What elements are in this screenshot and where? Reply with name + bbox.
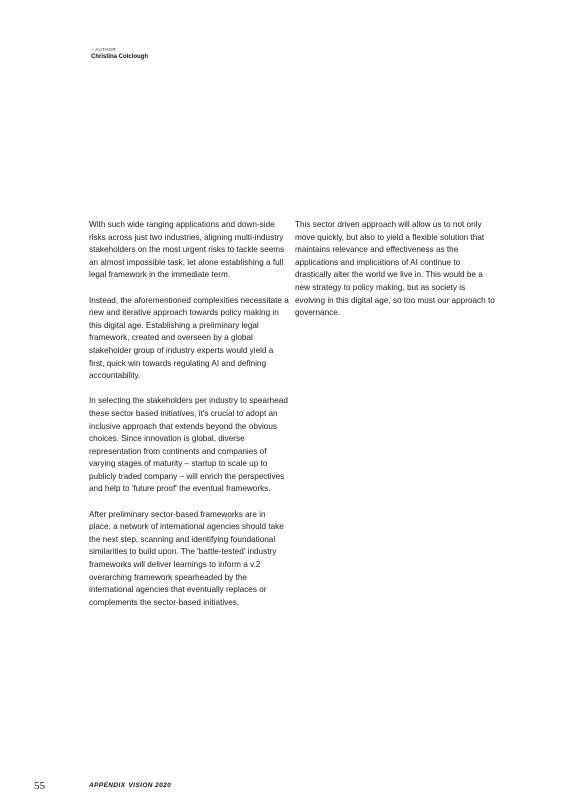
- running-head: [89, 782, 171, 789]
- left-text-column: [89, 219, 289, 622]
- author-name: Christina Colclough: [91, 54, 148, 60]
- publication-title: VISION 2020: [128, 782, 172, 789]
- page-footer: [0, 780, 574, 796]
- section-label: APPENDIX: [89, 782, 126, 789]
- paragraph: With such wide ranging applications and down-side risks across just two industries, aligning multi-industry stakeholders on the most urgent risks to tackle seems an almost impossible task, let alone establishing a full legal framework in the immediate term.: [89, 220, 285, 280]
- author-block: [91, 47, 148, 61]
- paragraph: Instead, the aforementioned complexities necessitate a new and iterative approach towards policy making in this digital age. Establishing a preliminary legal framework, created and overseen by a global stakeholder group of industry experts would yield a first, quick win towards regulating AI and defining accountability.: [89, 295, 289, 381]
- paragraph: This sector driven approach will allow us to not only move quickly, but also to yield a flexible solution that maintains relevance and effectiveness as the applications and implications of AI continue to drastically alter the world we live in. This would be a new strategy to policy making, but as society is evolving in this digital age, so too must our approach to governance.: [295, 220, 495, 318]
- author-label: – AUTHOR: [91, 47, 116, 52]
- right-text-column: [295, 219, 495, 332]
- paragraph: In selecting the stakeholders per industry to spearhead these sector based initiatives, it's crucial to adopt an inclusive approach that extends beyond the obvious choices. Since innovation is global, diverse representation from continents and companies of varying stages of maturity – startup to scale up to publicly traded company – will enrich the perspectives and help to 'future proof' the eventual frameworks.: [89, 396, 288, 494]
- page-number: 55: [34, 780, 45, 792]
- paragraph: After preliminary sector-based frameworks are in place, a network of international agencies should take the next step, scanning and identifying foundational similarities to build upon. The 'battle-tested' industry frameworks will deliver learnings to inform a v.2 overarching framework spearheaded by the international agencies that eventually replaces or complements the sector-based initiatives.: [89, 509, 284, 607]
